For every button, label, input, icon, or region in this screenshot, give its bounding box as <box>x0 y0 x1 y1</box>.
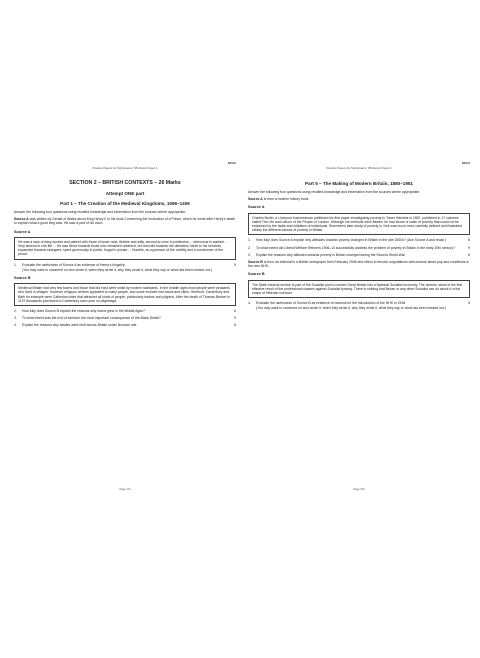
question-number: 2. <box>248 245 251 250</box>
page-header <box>248 162 470 170</box>
question-number: 4. <box>248 301 251 306</box>
source-a-heading: Source A <box>248 205 265 210</box>
question-marks: 9 <box>234 316 236 321</box>
source-a-intro-text: is from a modern history book. <box>263 197 310 202</box>
question-4 <box>248 301 470 305</box>
source-a-intro-text: was written by Gerald of Wales about King Henry II in his book Concerning the Instruction of a Prince, which he wrote after Henry's death to explain what a good king was. He saw a part of his court. <box>14 217 236 226</box>
question-4-note: (You may want to comment on who wrote it, when they wrote it, why they wrote it, what they say or what has been missed out.) <box>256 306 447 311</box>
question-4 <box>14 323 236 327</box>
source-b-intro-label: Source B <box>248 260 263 265</box>
page-content <box>248 180 470 311</box>
question-number: 3. <box>14 316 17 321</box>
section-title: SECTION 2 – BRITISH CONTEXTS – 26 Marks <box>69 180 181 186</box>
source-a-heading: Source A <box>14 229 31 234</box>
question-number: 2. <box>14 309 17 314</box>
page-content <box>14 180 236 328</box>
question-3 <box>248 253 470 257</box>
page-header <box>14 162 236 170</box>
page-footer: Page 125 <box>353 487 365 491</box>
question-text: Evaluate the usefulness of Source A as evidence of Henry's kingship. <box>22 262 126 267</box>
running-header: Practice Papers for SQA Exams: N5 History Paper A <box>326 166 392 170</box>
source-a-box: He was a man of easy access and patient with those of lower rank, flexible and witty, second to none in politeness ... strenuous in warfare ... Very shrewd in civil life ... He was fierce towards those who remained untamed, but merciful towards the defeated; harsh to his servants, expansive towards strangers, spent generously in public, frugal in private ... Humble, an oppressor of the nobility and a condemner of the proud. <box>14 237 236 260</box>
question-marks: 9 <box>468 245 470 250</box>
attempt-instruction: Attempt ONE part <box>105 191 145 196</box>
question-marks: 6 <box>468 238 470 243</box>
question-text: How fully does Source A explain why attitudes towards poverty changed in Britain in the late 1800s? (Use Source A and recall.) <box>256 238 446 243</box>
paper-code: N5/H/1 <box>461 162 470 165</box>
part-title: Part 1 – The Creation of the Medieval Kingdoms, 1066–1406 <box>60 201 190 206</box>
question-marks: 6 <box>234 323 236 328</box>
question-marks: 6 <box>234 309 236 314</box>
source-a-intro <box>14 217 236 225</box>
source-b-box: The State medical service is part of the Socialist plot to convert Great Britain into a National Socialist economy. The doctors' stand is the first effective revolt of the professional classes against Socialist tyranny. There is nothing that Bevan or any other Socialist can do about it in the shape of Hitlerian coercion. <box>248 280 470 299</box>
question-text: Evaluate the usefulness of Source B as evidence of reasons for the introduction of the NHS in 1948. <box>256 301 407 306</box>
right-page <box>248 162 470 492</box>
source-b-box: Medieval Britain had very few towns and those that did exist were small by modern standards. In the middle ages most people were peasants who lived in villages. However religious centres appealed to many people, and some evolved into towns and cities. Hereford, Canterbury and Bath for example were Cathedral cities that attracted all kinds of people, particularly traders and pilgrims. After the death of Thomas Becket in 1170 thousands journeyed to Canterbury each year on pilgrimage. <box>14 283 236 306</box>
left-page <box>14 162 236 492</box>
source-b-intro-text: is from an editorial in a British newspaper from February 1948 and refers to tension negotiations with doctors about pay and conditions in the new NHS. <box>248 260 469 269</box>
question-number: 4. <box>14 323 17 328</box>
question-marks: 5 <box>234 262 236 267</box>
paper-code: N5/H/1 <box>227 162 236 165</box>
question-1 <box>248 238 470 242</box>
question-text: To what extent did Liberal Welfare Reforms 1906–14 successfully address the problem of poverty in Britain in the early 20th century? <box>256 245 455 250</box>
source-b-intro <box>248 260 470 268</box>
question-number: 1. <box>248 238 251 243</box>
question-3 <box>14 316 236 320</box>
question-1-note: (You may want to comment on who wrote it, when they wrote it, why they wrote it, what they say or what has been missed out.) <box>22 267 213 272</box>
question-2 <box>14 309 236 313</box>
question-text: Explain the reasons why attitudes towards poverty in Britain changed during the Second World War. <box>256 252 406 257</box>
question-2 <box>248 246 470 250</box>
question-marks: 6 <box>468 252 470 257</box>
running-header: Practice Papers for SQA Exams: N5 History Paper A <box>92 166 158 170</box>
page-footer: Page 124 <box>119 487 131 491</box>
question-text: How fully does Source B explain the reasons why towns grew in the Middle Ages? <box>22 309 145 314</box>
question-marks: 5 <box>468 301 470 306</box>
part-title: Part 5 – The Making of Modern Britain, 1880–1951 <box>305 181 413 186</box>
intro-text: Answer the following four questions using recalled knowledge and information from the sources where appropriate. <box>14 210 187 214</box>
question-number: 3. <box>248 252 251 257</box>
intro-text: Answer the following four questions using recalled knowledge and information from the sources where appropriate. <box>248 190 421 194</box>
source-a-intro-label: Source A <box>248 197 263 202</box>
question-number: 1. <box>14 262 17 267</box>
source-a-intro-label: Source A <box>14 217 29 222</box>
source-a-box: Charles Booth, a Liverpool businessman published his first paper investigating poverty in Tower Hamlets in 1887, published in 17 volumes called The Life and Labour of the People of London. Although his methods were flawed, he had shown a scale of poverty that could not be explained by the faults and mistakes of individuals. Rowntree's later study of poverty in York was much more carefully defined and illustrated clearly the different causes of poverty in Britain. <box>248 213 470 236</box>
source-a-intro <box>248 197 470 201</box>
question-1 <box>14 263 236 267</box>
question-text: Explain the reasons why castles were built across Britain under Norman rule. <box>22 323 138 328</box>
source-b-heading: Source B <box>248 272 265 277</box>
question-text: To what extent was the end of serfdom the most important consequence of the Black Death? <box>22 316 161 321</box>
source-b-heading: Source B <box>14 276 31 281</box>
